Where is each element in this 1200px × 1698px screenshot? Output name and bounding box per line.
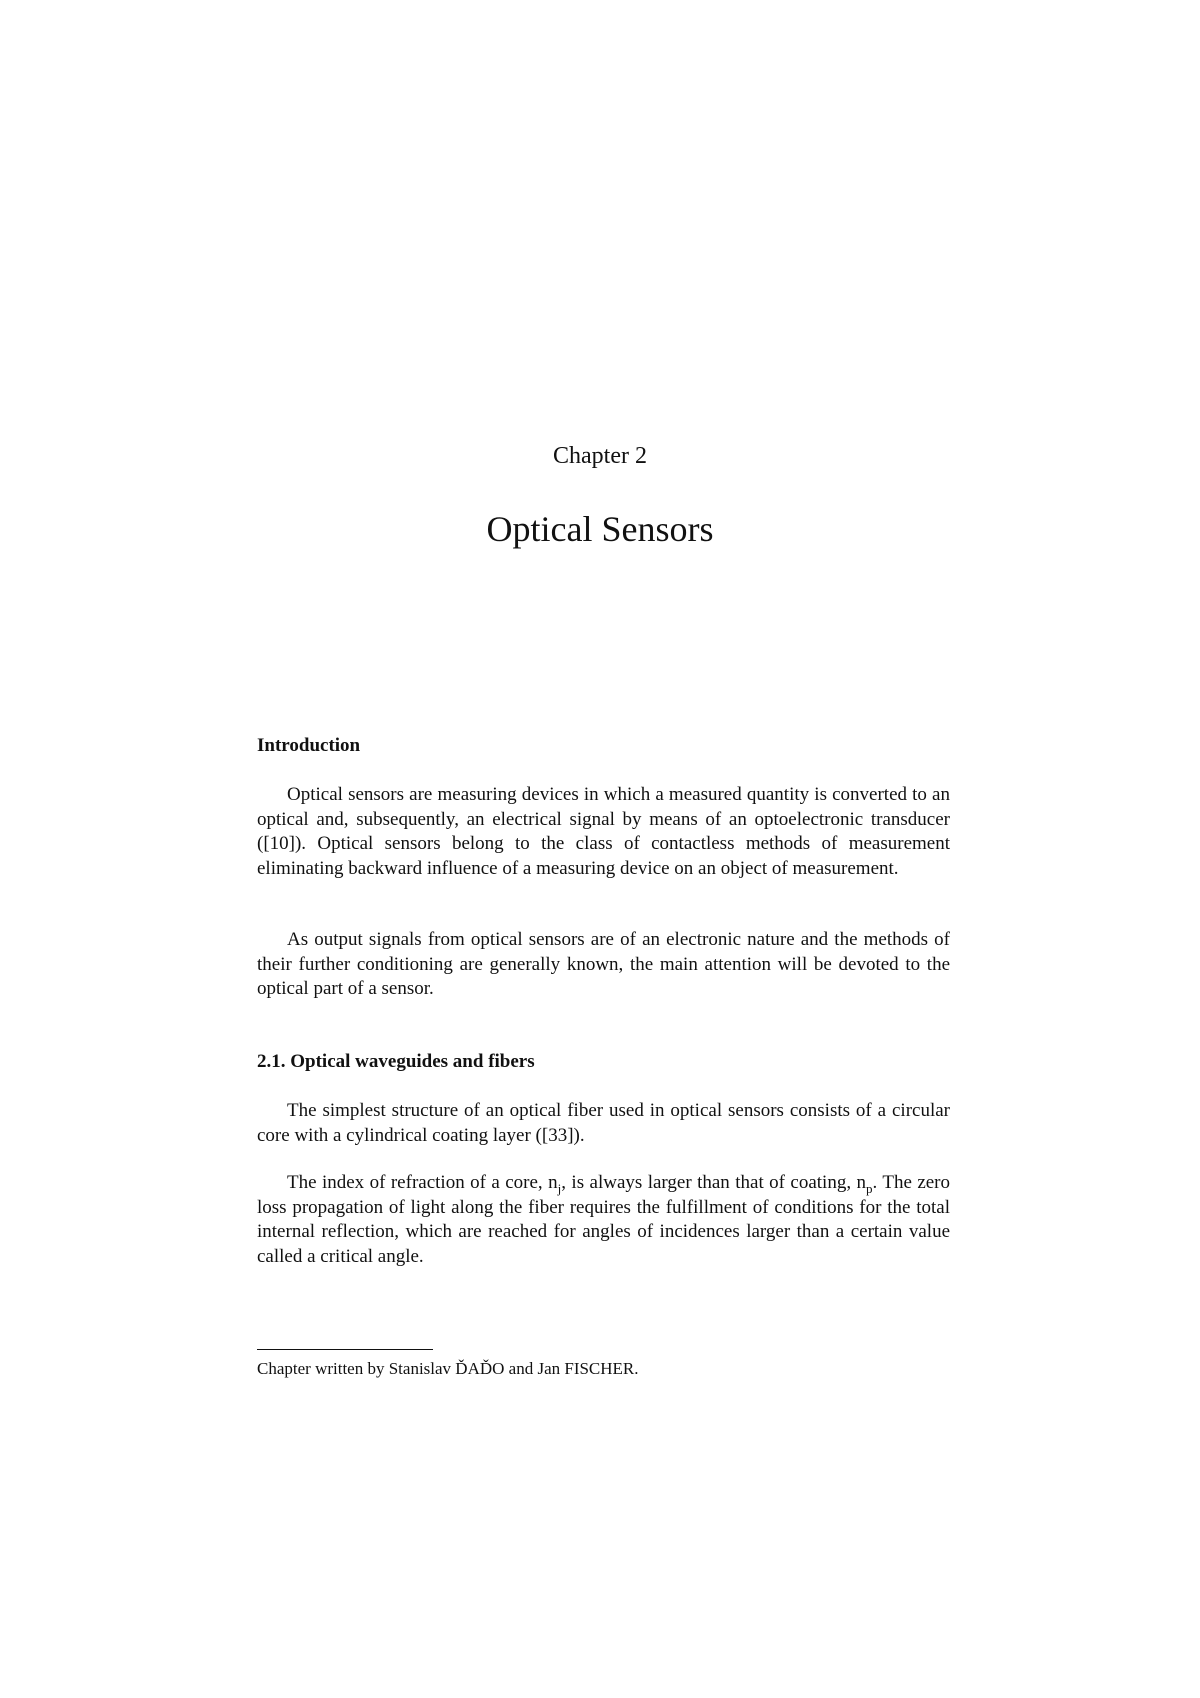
section-2-1-paragraph-2 xyxy=(257,1171,950,1269)
footnote-separator xyxy=(257,1349,433,1350)
introduction-heading: Introduction xyxy=(257,735,361,756)
section-2-1-paragraph-1: The simplest structure of an optical fiber used in optical sensors consists of a circular core with a cylindrical coating layer ([33]). xyxy=(257,1100,950,1146)
introduction-paragraph-2: As output signals from optical sensors are of an electronic nature and the methods of their further conditioning are generally known, the main attention will be devoted to the optical part of a sensor. xyxy=(257,929,950,999)
introduction-paragraph-1: Optical sensors are measuring devices in which a measured quantity is converted to an optical and, subsequently, an electrical signal by means of an optoelectronic transducer ([10]). Optical sensors belong to the class of contactless methods of measurement eliminating backward influence of a measuring device on an object of measurement. xyxy=(257,784,950,879)
footnote: Chapter written by Stanislav ĎAĎO and Jan FISCHER. xyxy=(257,1359,639,1378)
coating-index-subscript: p xyxy=(866,1181,873,1196)
section-2-1-heading: 2.1. Optical waveguides and fibers xyxy=(257,1051,535,1072)
paragraph-text-part-1: The index of refraction of a core, n xyxy=(287,1172,558,1193)
core-index-subscript: j xyxy=(557,1181,562,1196)
chapter-title: Optical Sensors xyxy=(486,509,714,549)
paragraph-text-part-2: , is always larger than that of coating, n xyxy=(561,1172,867,1193)
paragraph-text-part-3: . The zero loss propagation of light along the fiber requires the fulfillment of conditions for the total internal reflection, which are reached for angles of incidences larger than a certain value called a critical angle. xyxy=(257,1172,951,1267)
chapter-label: Chapter 2 xyxy=(553,443,647,469)
